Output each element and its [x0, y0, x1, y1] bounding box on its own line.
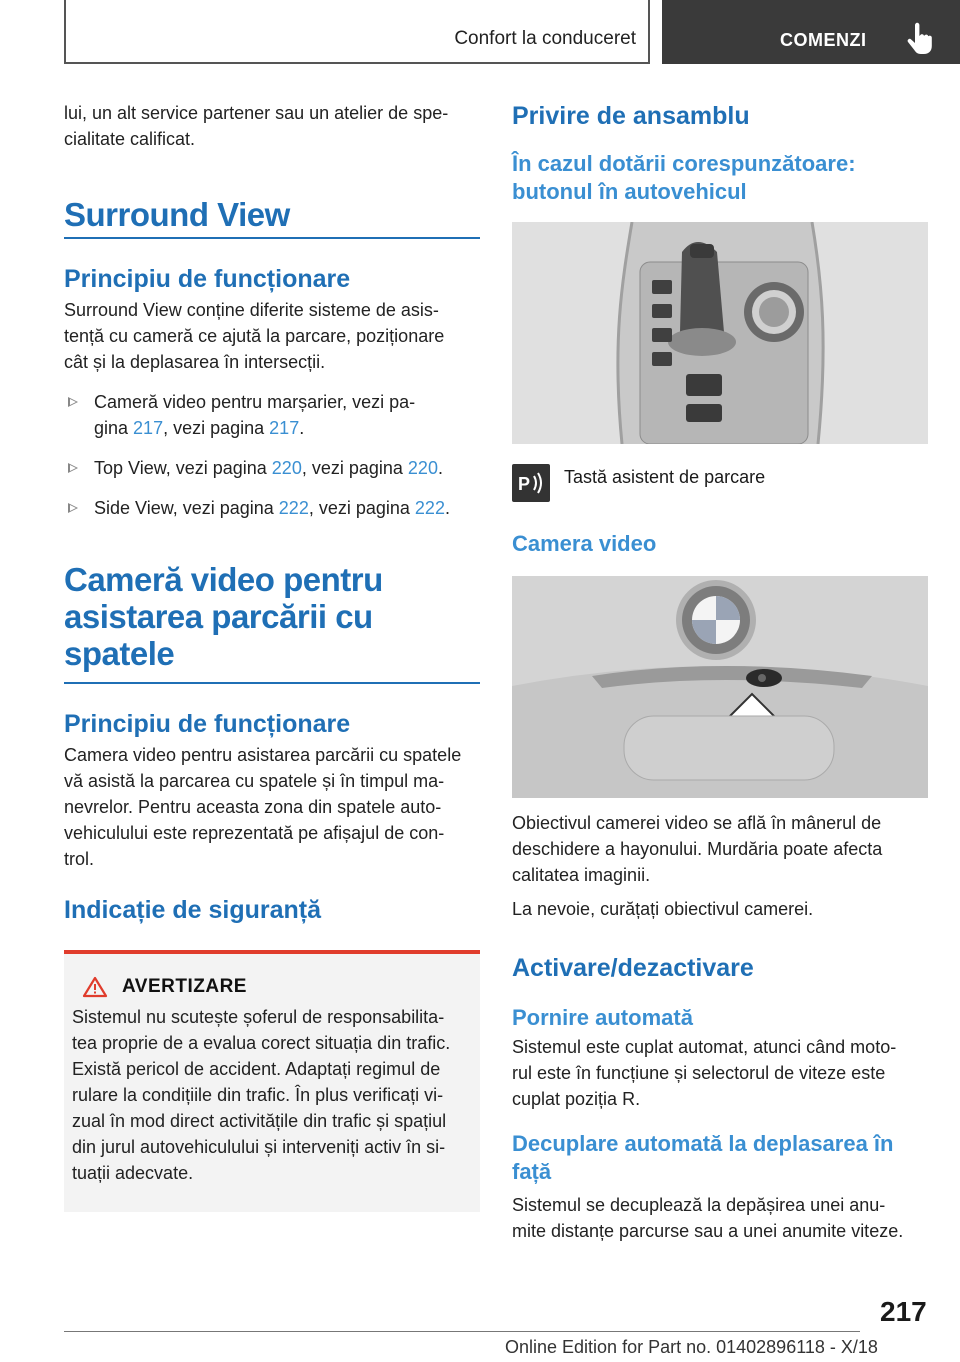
- rear-camera-title: Cameră video pentru asistarea parcării cu spatele: [64, 561, 383, 672]
- button-caption: Tastă asistent de parcare: [564, 467, 766, 487]
- intro-text: lui, un alt service partener sau un atelier de spe‐ cialitate calificat.: [64, 103, 449, 149]
- warning-box: [64, 950, 480, 1212]
- page-link[interactable]: 217: [133, 418, 164, 438]
- warning-header: [82, 976, 472, 998]
- section-title: Confort la conduceret: [454, 28, 636, 49]
- center-console-illustration: [512, 222, 928, 444]
- surround-principle-text: Surround View conține diferite sisteme de asis‐ tență cu cameră ce ajută la parcare, poziționare cât și la deplasarea în intersecții.: [64, 300, 445, 372]
- camera-title: Camera video: [512, 531, 657, 556]
- page-link[interactable]: 222: [414, 498, 445, 518]
- list-item: Top View, vezi pagina 220, vezi pagina 220.: [64, 455, 480, 481]
- list-item: Cameră video pentru marșarier, vezi pa‐ gina 217, vezi pagina 217.: [64, 389, 480, 441]
- list-item: Side View, vezi pagina 222, vezi pagina 222.: [64, 495, 480, 521]
- page-link[interactable]: 220: [271, 458, 302, 478]
- surround-view-heading-block: [64, 196, 480, 239]
- warning-title: AVERTIZARE: [122, 976, 247, 997]
- camera-location-image: [512, 576, 928, 798]
- camera-principle-text: Camera video pentru asistarea parcării cu spatele vă asistă la parcarea cu spatele și în timpul ma‐ nevrelor. Pentru aceasta zona din spatele auto‐ vehiculului este reprezentată pe afișajul de con‐ trol.: [64, 745, 462, 869]
- edition-footer: Online Edition for Part no. 01402896118 - X/18: [505, 1337, 878, 1357]
- warning-triangle-icon: [82, 976, 108, 998]
- equipment-title: În cazul dotării corespunzătoare: butonul în autovehicul: [512, 151, 856, 204]
- page-link[interactable]: 222: [278, 498, 309, 518]
- safety-title: Indicație de siguranță: [64, 896, 322, 924]
- svg-text:P: P: [518, 474, 531, 494]
- chapter-tab[interactable]: [662, 0, 960, 64]
- auto-on-title: Pornire automată: [512, 1005, 693, 1030]
- page-header: [0, 0, 960, 66]
- park-assist-button-icon: [512, 464, 550, 502]
- rear-camera-heading-block: [64, 561, 480, 684]
- warning-text: Sistemul nu scutește șoferul de responsabilita‐ tea proprie de a evalua corect situația din trafic. Există pericol de accident. Adaptați regimul de rulare la condițiile din trafic. În plus verificați vi‐ zual în mod direct activitățile din trafic și spațiul din jurul autovehiculului și interveniți activ în si‐ tuații adecvate.: [72, 1007, 451, 1183]
- surround-principle-title: Principiu de funcționare: [64, 265, 351, 293]
- auto-on-text: Sistemul este cuplat automat, atunci când moto‐ rul este în funcțiune și selectorul de viteze este cuplat poziția R.: [512, 1037, 897, 1109]
- bullet-triangle-icon: [68, 463, 78, 473]
- tailgate-camera-illustration: [512, 576, 928, 798]
- bullet-triangle-icon: [68, 503, 78, 513]
- gear-selector-image: [512, 222, 928, 444]
- section-title-box: [64, 0, 650, 64]
- chapter-tab-label: COMENZI: [780, 30, 867, 50]
- auto-off-title: Decuplare automată la deplasarea în față: [512, 1131, 894, 1184]
- page-number: 217: [880, 1296, 927, 1327]
- surround-view-title: Surround View: [64, 196, 290, 233]
- surround-feature-list: [64, 389, 480, 521]
- activation-title: Activare/dezactivare: [512, 954, 754, 982]
- auto-off-text: Sistemul se decuplează la depășirea unei anu‐ mite distanțe parcurse sau a unei anumite viteze.: [512, 1195, 904, 1241]
- right-column: [512, 100, 928, 1244]
- button-caption-row: [512, 464, 928, 502]
- footer-divider: [64, 1331, 860, 1332]
- bullet-triangle-icon: [68, 397, 78, 407]
- page-link[interactable]: 220: [407, 458, 438, 478]
- camera-text-1: Obiectivul camerei video se află în mânerul de deschidere a hayonului. Murdăria poate afecta calitatea imaginii.: [512, 813, 883, 885]
- page-link[interactable]: 217: [269, 418, 300, 438]
- camera-text-2: La nevoie, curățați obiectivul camerei.: [512, 899, 814, 919]
- camera-principle-title: Principiu de funcționare: [64, 710, 351, 738]
- overview-title: Privire de ansamblu: [512, 102, 750, 130]
- hand-pointer-icon: [906, 22, 932, 56]
- left-column: [64, 100, 480, 1212]
